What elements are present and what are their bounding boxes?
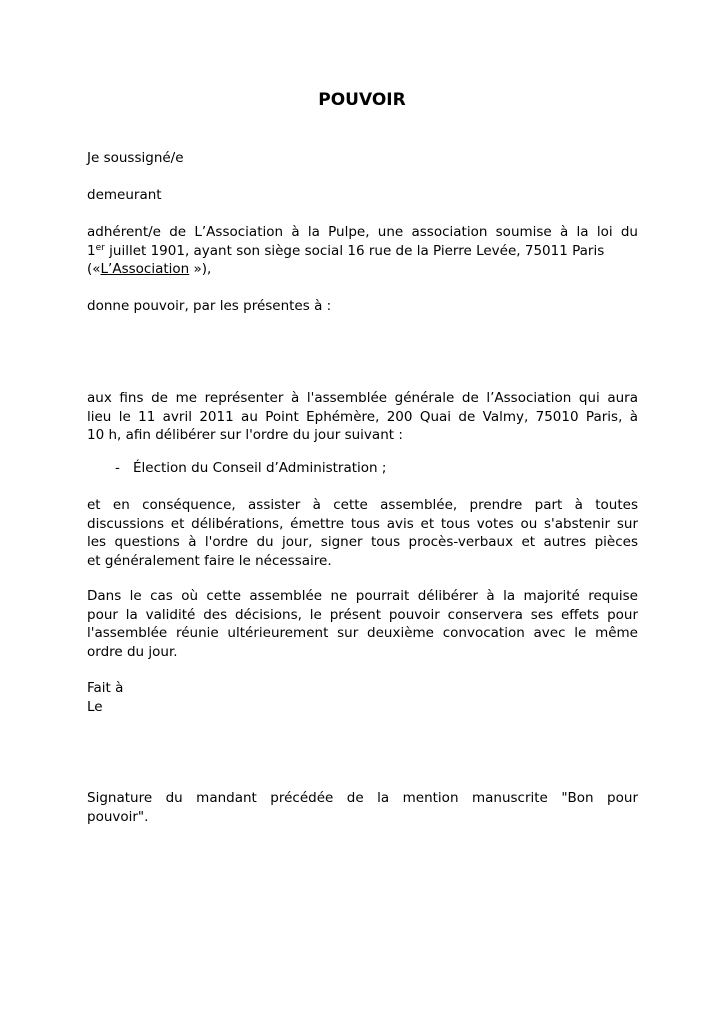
agenda-item-text: Élection du Conseil d’Administration ; (133, 460, 387, 476)
adherent-line-1: adhérent/e de L’Association à la Pulpe, une association soumise à la loi du (87, 224, 638, 240)
adherent-paragraph (87, 223, 638, 279)
agenda-list-item (115, 459, 386, 478)
signature-paragraph (87, 789, 638, 826)
majorite-line-3: l'assemblée réunie ultérieurement sur deuxième convocation avec le même (87, 625, 638, 641)
aux-fins-line-2: lieu le 11 avril 2011 au Point Ephémère, 200 Quai de Valmy, 75010 Paris, à (87, 408, 638, 425)
consequence-paragraph (87, 496, 638, 570)
soussigne-line: Je soussigné/e (87, 150, 184, 166)
majorite-line-4: ordre du jour. (87, 643, 178, 660)
consequence-line-1: et en conséquence, assister à cette assemblée, prendre part à toutes (87, 497, 638, 513)
adherent-close-quote: »), (189, 261, 212, 277)
agenda-dash: - (115, 460, 120, 476)
fait-a-line: Fait à (87, 680, 124, 696)
aux-fins-paragraph (87, 389, 638, 445)
consequence-line-3: les questions à l'ordre du jour, signer tous procès-verbaux et autres pièces (87, 534, 638, 550)
adherent-line-2 (87, 242, 638, 261)
consequence-line-2: discussions et délibérations, émettre tous avis et tous votes ou s'abstenir sur (87, 515, 638, 532)
donne-pouvoir-line: donne pouvoir, par les présentes à : (87, 298, 332, 314)
aux-fins-line-1: aux fins de me représenter à l'assemblée générale de l’Association qui aura (87, 390, 638, 406)
adherent-date-day: 1 (87, 242, 96, 259)
demeurant-line: demeurant (87, 187, 162, 203)
consequence-line-4: et généralement faire le nécessaire. (87, 552, 332, 569)
document-title: POUVOIR (318, 90, 406, 110)
fait-a-le-block (87, 679, 638, 716)
adherent-line-3 (87, 260, 638, 279)
association-defined-term: L’Association (100, 261, 190, 277)
aux-fins-line-3: 10 h, afin délibérer sur l'ordre du jour suivant : (87, 427, 403, 443)
signature-line-1: Signature du mandant précédée de la mention manuscrite "Bon pour (87, 790, 638, 806)
le-line: Le (87, 698, 103, 715)
majorite-line-1: Dans le cas où cette assemblée ne pourrait délibérer à la majorité requise (87, 588, 638, 604)
majorite-paragraph (87, 587, 638, 661)
adherent-open-quote: (« (87, 261, 101, 277)
adherent-line-2-rest: juillet 1901, ayant son siège social 16 rue de la Pierre Levée, 75011 Paris (104, 242, 605, 259)
majorite-line-2: pour la validité des décisions, le présent pouvoir conservera ses effets pour (87, 606, 638, 623)
adherent-date-superscript: er (95, 242, 105, 253)
signature-line-2: pouvoir". (87, 808, 149, 825)
